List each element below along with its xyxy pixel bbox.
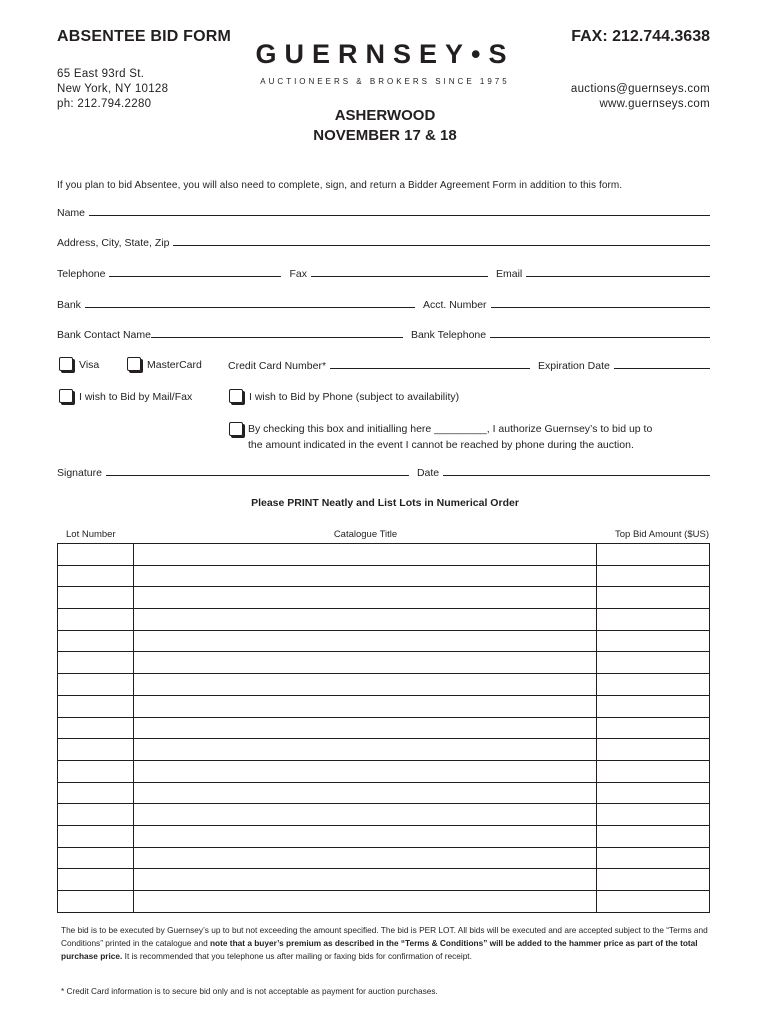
top-bid-header: Top Bid Amount ($US) bbox=[615, 529, 709, 540]
mastercard-option[interactable] bbox=[127, 358, 202, 372]
bank-contact-row bbox=[57, 325, 710, 341]
bid-phone-option[interactable] bbox=[229, 390, 459, 404]
event-dates: NOVEMBER 17 & 18 bbox=[313, 127, 457, 144]
address-line-1: 65 East 93rd St. bbox=[57, 68, 145, 80]
top-bid-cell[interactable] bbox=[597, 674, 710, 696]
lot-number-cell[interactable] bbox=[58, 695, 134, 717]
lot-number-cell[interactable] bbox=[58, 760, 134, 782]
lot-number-cell[interactable] bbox=[58, 652, 134, 674]
lot-number-cell[interactable] bbox=[58, 739, 134, 761]
bank-field[interactable] bbox=[85, 307, 415, 308]
lot-number-cell[interactable] bbox=[58, 804, 134, 826]
visa-checkbox[interactable] bbox=[59, 357, 73, 371]
top-bid-cell[interactable] bbox=[597, 565, 710, 587]
authorize-line-1: By checking this box and initialling here _________, I authorize Guernsey’s to bid up to bbox=[248, 423, 653, 435]
expiration-label: Expiration Date bbox=[538, 360, 610, 372]
telephone-label: Telephone bbox=[57, 268, 106, 280]
bid-mail-option[interactable] bbox=[59, 390, 192, 404]
expiration-field[interactable] bbox=[614, 368, 710, 369]
catalogue-title-cell[interactable] bbox=[133, 760, 596, 782]
lot-number-cell[interactable] bbox=[58, 847, 134, 869]
name-row bbox=[57, 203, 710, 219]
name-field[interactable] bbox=[89, 215, 710, 216]
catalogue-title-cell[interactable] bbox=[133, 739, 596, 761]
lot-row bbox=[58, 739, 710, 761]
lot-row bbox=[58, 717, 710, 739]
lot-number-cell[interactable] bbox=[58, 630, 134, 652]
mastercard-checkbox[interactable] bbox=[127, 357, 141, 371]
lot-row bbox=[58, 804, 710, 826]
event-name: ASHERWOOD bbox=[334, 107, 436, 124]
telephone-field[interactable] bbox=[109, 276, 281, 277]
bank-telephone-label: Bank Telephone bbox=[410, 329, 487, 341]
authorize-checkbox[interactable] bbox=[229, 422, 243, 436]
bank-label: Bank bbox=[57, 299, 81, 311]
catalogue-title-cell[interactable] bbox=[133, 782, 596, 804]
acct-number-field[interactable] bbox=[491, 307, 710, 308]
top-bid-cell[interactable] bbox=[597, 782, 710, 804]
mastercard-label: MasterCard bbox=[147, 358, 202, 371]
address-label: Address, City, State, Zip bbox=[57, 237, 170, 249]
catalogue-title-header: Catalogue Title bbox=[333, 529, 398, 540]
lot-row bbox=[58, 760, 710, 782]
terms-text-bold: note that a buyer’s premium as described in the “Terms & Conditions” will be added to the hammer price as part of the total purchase price. bbox=[61, 938, 698, 961]
lot-row bbox=[58, 609, 710, 631]
contact-row bbox=[57, 264, 710, 280]
lot-row bbox=[58, 869, 710, 891]
lots-table-body bbox=[58, 544, 710, 913]
signature-row bbox=[57, 463, 710, 479]
top-bid-cell[interactable] bbox=[597, 587, 710, 609]
lot-number-header: Lot Number bbox=[66, 529, 116, 540]
lot-row bbox=[58, 782, 710, 804]
event-title bbox=[0, 106, 770, 146]
fax-label: Fax bbox=[289, 268, 307, 280]
email-address: auctions@guernseys.com bbox=[570, 83, 710, 95]
credit-card-note: * Credit Card information is to secure bid only and is not acceptable as payment for auction purchases. bbox=[61, 986, 438, 996]
signature-label: Signature bbox=[57, 467, 102, 479]
lots-instruction: Please PRINT Neatly and List Lots in Numerical Order bbox=[251, 497, 519, 509]
terms-text-b: It is recommended that you telephone us after mailing or faxing bids for confirmation of receipt. bbox=[122, 951, 472, 961]
lot-number-cell[interactable] bbox=[58, 717, 134, 739]
credit-card-field[interactable] bbox=[330, 368, 530, 369]
lots-table bbox=[57, 543, 710, 913]
terms-paragraph bbox=[61, 924, 711, 963]
authorize-line-2: the amount indicated in the event I cannot be reached by phone during the auction. bbox=[248, 439, 634, 451]
catalogue-title-cell[interactable] bbox=[133, 587, 596, 609]
lot-number-cell[interactable] bbox=[58, 869, 134, 891]
address-line-2: New York, NY 10128 bbox=[57, 83, 169, 95]
lot-number-cell[interactable] bbox=[58, 544, 134, 566]
catalogue-title-cell[interactable] bbox=[133, 891, 596, 913]
lot-row bbox=[58, 587, 710, 609]
date-field[interactable] bbox=[443, 475, 710, 476]
bid-phone-label: I wish to Bid by Phone (subject to availability) bbox=[249, 390, 460, 403]
catalogue-title-cell[interactable] bbox=[133, 544, 596, 566]
lot-number-cell[interactable] bbox=[58, 825, 134, 847]
top-bid-cell[interactable] bbox=[597, 891, 710, 913]
bid-phone-checkbox[interactable] bbox=[229, 389, 243, 403]
top-bid-cell[interactable] bbox=[597, 630, 710, 652]
lot-row bbox=[58, 630, 710, 652]
top-bid-cell[interactable] bbox=[597, 717, 710, 739]
email-label: Email bbox=[495, 268, 523, 280]
intro-text: If you plan to bid Absentee, you will also need to complete, sign, and return a Bidder Agreement Form in addition to this form. bbox=[57, 180, 623, 191]
lot-row bbox=[58, 544, 710, 566]
lot-row bbox=[58, 695, 710, 717]
credit-card-label: Credit Card Number* bbox=[228, 360, 327, 372]
form-title: ABSENTEE BID FORM bbox=[57, 28, 232, 45]
catalogue-title-cell[interactable] bbox=[133, 565, 596, 587]
top-bid-cell[interactable] bbox=[597, 760, 710, 782]
lot-row bbox=[58, 565, 710, 587]
catalogue-title-cell[interactable] bbox=[133, 695, 596, 717]
company-tagline: AUCTIONEERS & BROKERS SINCE 1975 bbox=[260, 77, 510, 86]
lot-number-cell[interactable] bbox=[58, 587, 134, 609]
authorize-text bbox=[248, 421, 718, 453]
catalogue-title-cell[interactable] bbox=[133, 717, 596, 739]
company-logo: GUERNSEY•S bbox=[255, 39, 515, 69]
lot-row bbox=[58, 847, 710, 869]
visa-option[interactable] bbox=[59, 358, 99, 372]
website: www.guernseys.com bbox=[599, 98, 710, 110]
bid-mail-label: I wish to Bid by Mail/Fax bbox=[79, 390, 193, 403]
catalogue-title-cell[interactable] bbox=[133, 869, 596, 891]
bank-telephone-field[interactable] bbox=[490, 337, 710, 338]
lot-number-cell[interactable] bbox=[58, 782, 134, 804]
bank-row bbox=[57, 295, 710, 311]
lot-row bbox=[58, 652, 710, 674]
fax-field[interactable] bbox=[311, 276, 488, 277]
catalogue-title-cell[interactable] bbox=[133, 652, 596, 674]
lot-row bbox=[58, 674, 710, 696]
authorize-checkbox-wrap[interactable] bbox=[229, 423, 249, 437]
visa-label: Visa bbox=[79, 358, 100, 371]
signature-field[interactable] bbox=[106, 475, 409, 476]
lot-row bbox=[58, 825, 710, 847]
lot-number-cell[interactable] bbox=[58, 891, 134, 913]
catalogue-title-cell[interactable] bbox=[133, 825, 596, 847]
top-bid-cell[interactable] bbox=[597, 695, 710, 717]
terms-text-a: The bid is to be executed by Guernsey’s up to but not exceeding the amount specified. The bid is PER LOT. All bids will be executed and are accepted subject to the “Terms and Conditions” printed in the catalogue and bbox=[61, 925, 708, 948]
bank-contact-label: Bank Contact Name bbox=[57, 329, 151, 341]
phone-number: ph: 212.794.2280 bbox=[57, 98, 152, 110]
bank-contact-field[interactable] bbox=[151, 337, 403, 338]
catalogue-title-cell[interactable] bbox=[133, 804, 596, 826]
name-label: Name bbox=[57, 207, 86, 219]
catalogue-title-cell[interactable] bbox=[133, 674, 596, 696]
address-row bbox=[57, 233, 710, 249]
top-bid-cell[interactable] bbox=[597, 652, 710, 674]
top-bid-cell[interactable] bbox=[597, 869, 710, 891]
top-bid-cell[interactable] bbox=[597, 825, 710, 847]
top-bid-cell[interactable] bbox=[597, 739, 710, 761]
acct-number-label: Acct. Number bbox=[422, 299, 487, 311]
address-field[interactable] bbox=[173, 245, 710, 246]
catalogue-title-cell[interactable] bbox=[133, 630, 596, 652]
catalogue-title-cell[interactable] bbox=[133, 609, 596, 631]
bid-mail-checkbox[interactable] bbox=[59, 389, 73, 403]
lot-number-cell[interactable] bbox=[58, 609, 134, 631]
lot-row bbox=[58, 891, 710, 913]
top-bid-cell[interactable] bbox=[597, 804, 710, 826]
lot-number-cell[interactable] bbox=[58, 565, 134, 587]
lot-number-cell[interactable] bbox=[58, 674, 134, 696]
fax-number: FAX: 212.744.3638 bbox=[571, 28, 710, 45]
credit-card-row bbox=[228, 356, 710, 372]
catalogue-title-cell[interactable] bbox=[133, 847, 596, 869]
top-bid-cell[interactable] bbox=[597, 609, 710, 631]
top-bid-cell[interactable] bbox=[597, 544, 710, 566]
email-field[interactable] bbox=[526, 276, 710, 277]
top-bid-cell[interactable] bbox=[597, 847, 710, 869]
date-label: Date bbox=[416, 467, 440, 479]
